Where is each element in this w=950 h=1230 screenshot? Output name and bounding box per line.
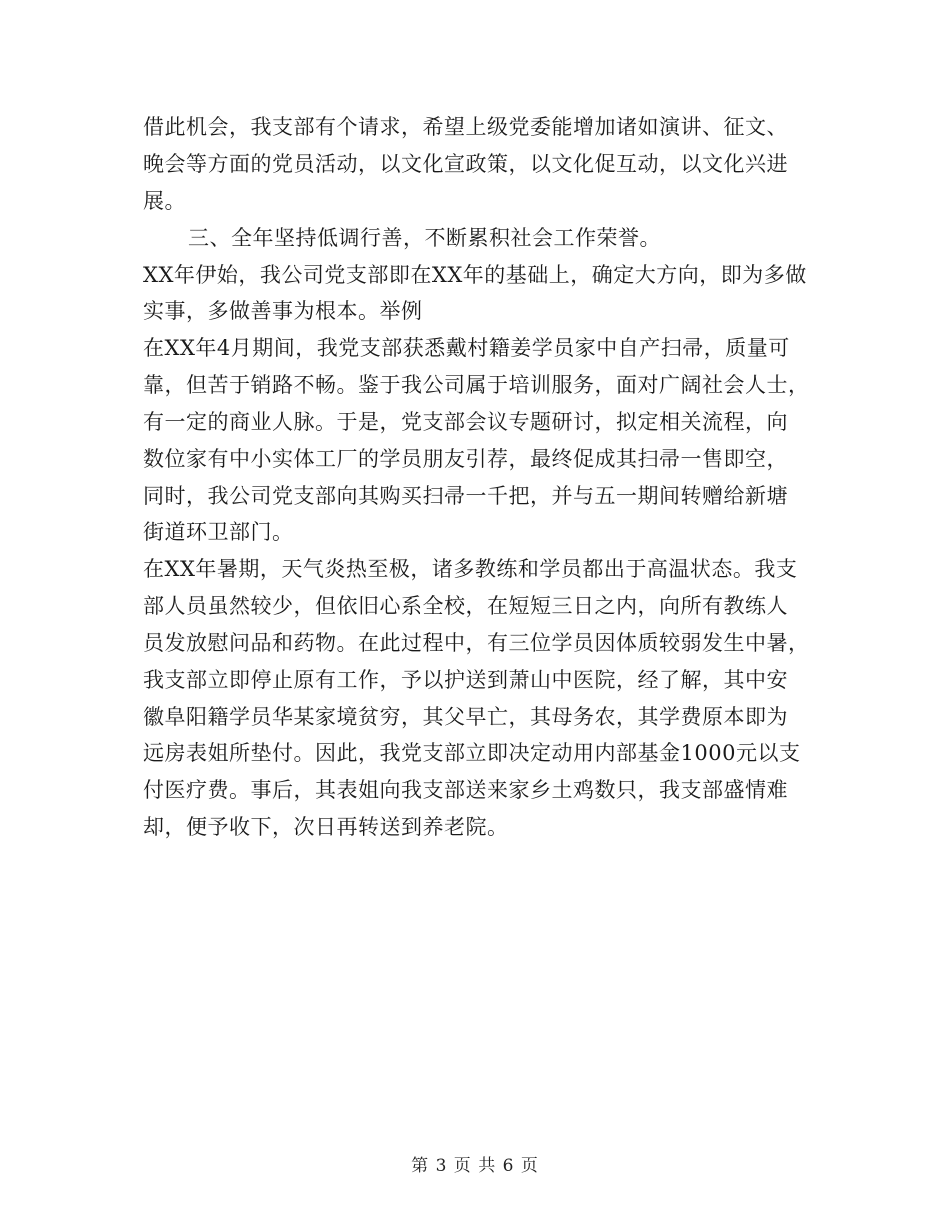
body-text-line: 街道环卫部门。 bbox=[143, 520, 294, 544]
body-text-line: 靠，但苦于销路不畅。鉴于我公司属于培训服务，面对广阔社会人士， bbox=[143, 373, 810, 397]
body-text-line: XX年伊始，我公司党支部即在XX年的基础上，确定大方向，即为多做 bbox=[143, 263, 807, 287]
body-text-line: 员发放慰问品和药物。在此过程中，有三位学员因体质较弱发生中暑， bbox=[143, 631, 810, 655]
page-number-footer: 第 3 页 共 6 页 bbox=[411, 1156, 539, 1176]
body-text-line: 部人员虽然较少，但依旧心系全校，在短短三日之内，向所有教练人 bbox=[143, 594, 788, 618]
body-text-line: 付医疗费。事后，其表姐向我支部送来家乡土鸡数只，我支部盛情难 bbox=[143, 778, 788, 802]
body-text-line: 同时，我公司党支部向其购买扫帚一千把，并与五一期间转赠给新塘 bbox=[143, 484, 788, 508]
body-text-line: 在XX年4月期间，我党支部获悉戴村籍姜学员家中自产扫帚，质量可 bbox=[143, 336, 790, 360]
body-text-line: 有一定的商业人脉。于是，党支部会议专题研讨，拟定相关流程，向 bbox=[143, 410, 788, 434]
body-text-line: 远房表姐所垫付。因此，我党支部立即决定动用内部基金1000元以支 bbox=[143, 741, 801, 765]
section-heading: 三、全年坚持低调行善，不断累积社会工作荣誉。 bbox=[188, 226, 661, 250]
body-text-line: 却，便予收下，次日再转送到养老院。 bbox=[143, 815, 509, 839]
body-text-line: 数位家有中小实体工厂的学员朋友引荐，最终促成其扫帚一售即空， bbox=[143, 447, 788, 471]
body-text-line: 展。 bbox=[143, 189, 186, 213]
body-text-line: 晚会等方面的党员活动，以文化宣政策，以文化促互动，以文化兴进 bbox=[143, 152, 788, 176]
body-text-line: 在XX年暑期，天气炎热至极，诸多教练和学员都出于高温状态。我支 bbox=[143, 557, 798, 581]
body-text-line: 徽阜阳籍学员华某家境贫穷，其父早亡，其母务农，其学费原本即为 bbox=[143, 705, 788, 729]
body-text-line: 借此机会，我支部有个请求，希望上级党委能增加诸如演讲、征文、 bbox=[143, 115, 788, 139]
body-text-line: 我支部立即停止原有工作，予以护送到萧山中医院，经了解，其中安 bbox=[143, 668, 788, 692]
body-text-line: 实事，多做善事为根本。举例 bbox=[143, 299, 423, 323]
